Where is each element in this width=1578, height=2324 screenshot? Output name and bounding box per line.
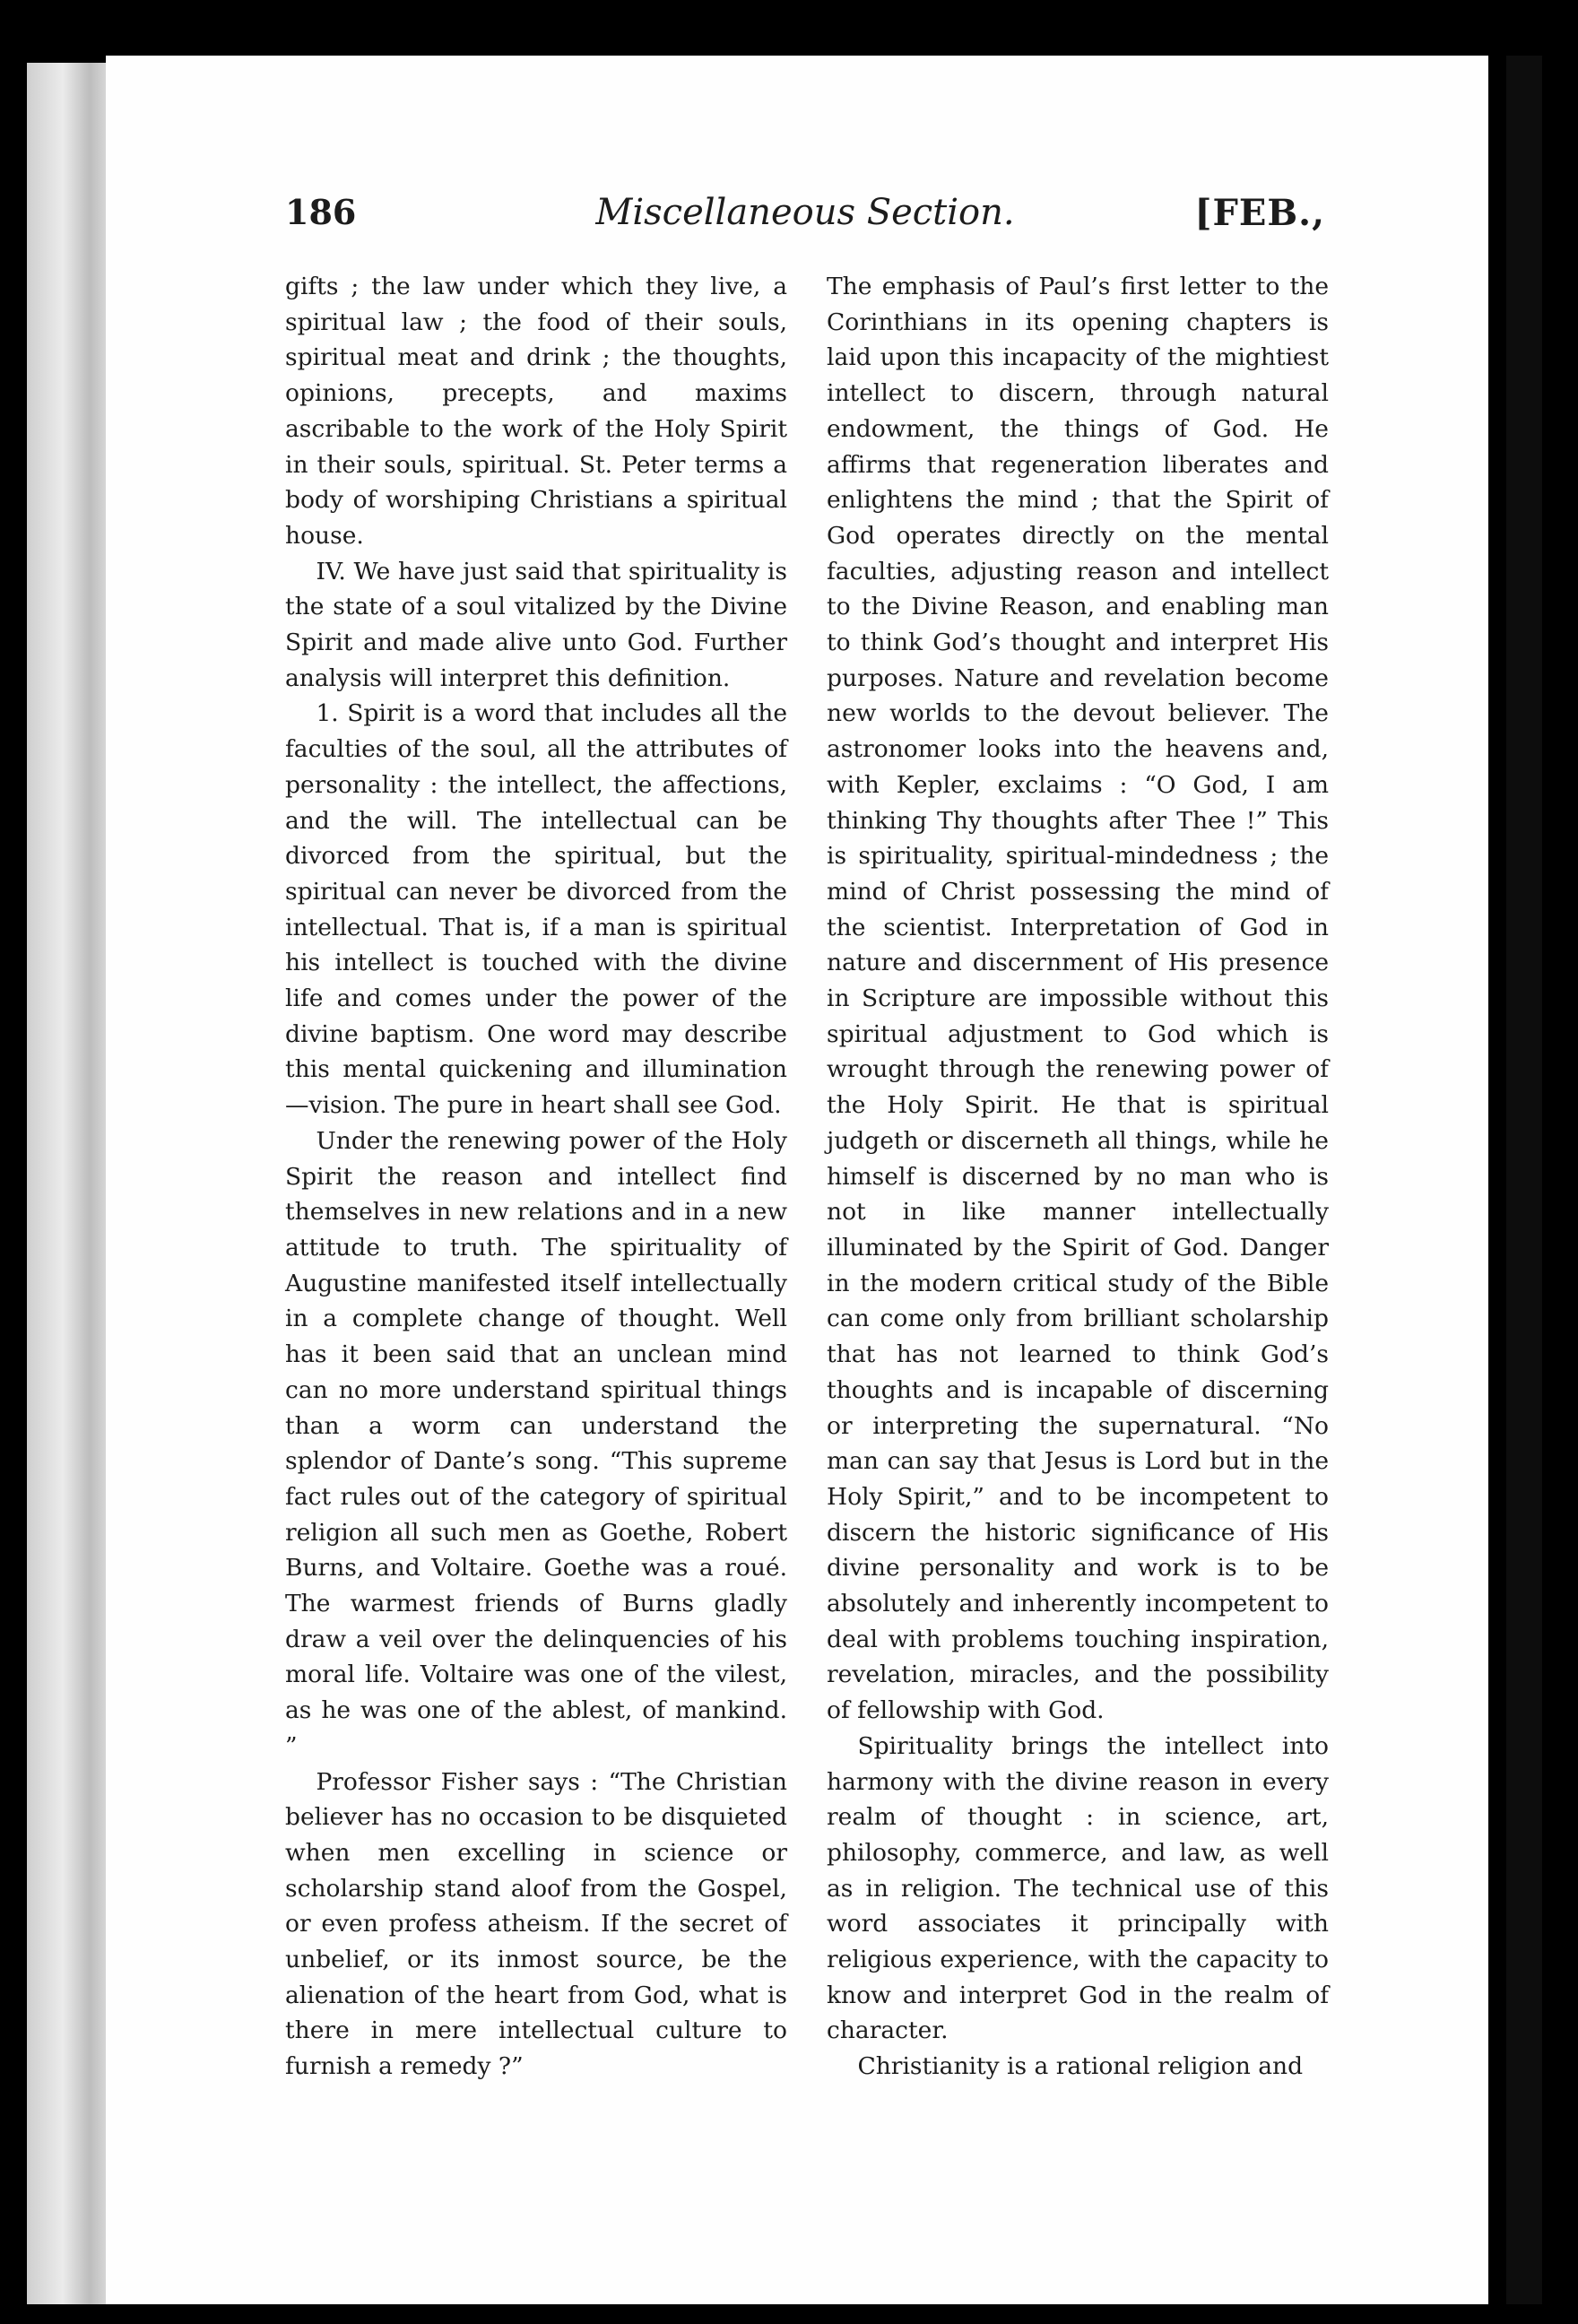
paragraph: Professor Fisher says : “The Christian believer has no occasion to be disquieted when men excelling in science or scholarship stand aloof from the Gospel, or even profess atheism. If the secret of unbelief, or its inmost source, be the alienation of the heart from God, what is there in mere intellectual culture to furnish a remedy ?” — [285, 1767, 787, 2081]
left-text-column — [285, 269, 787, 2085]
book-spine-edge — [27, 63, 117, 2304]
running-title: Miscellaneous Section. — [595, 192, 1015, 233]
paragraph: Christianity is a rational religion and — [857, 2052, 1304, 2081]
paragraph: IV. We have just said that spirituality is the state of a soul vitalized by the Divine Spirit and made alive unto God. Further analysis will interpret this definition. — [285, 557, 787, 692]
running-header — [285, 192, 1325, 242]
right-text-column — [827, 269, 1329, 2085]
paragraph: 1. Spirit is a word that includes all the faculties of the soul, all the attributes of personality : the intellect, the affections, and the will. The intellectual can be divorced from the spiritual, but the spiritual can never be divorced from the intellectual. That is, if a man is spiritual his intellect is touched with the divine life and comes under the power of the divine baptism. One word may describe this mental quickening and illumination—vision. The pure in heart shall see God. — [285, 699, 787, 1120]
page-number: 186 — [285, 192, 357, 232]
paragraph: Under the renewing power of the Holy Spirit the reason and intellect find themselves in new relations and in a new attitude to truth. The spirituality of Augustine manifested itself intellectually in a complete change of thought. Well has it been said that an unclean mind can no more understand spiritual things than a worm can understand the splendor of Dante’s song. “This supreme fact rules out of the category of spiritual religion all such men as Goethe, Robert Burns, and Voltaire. Goethe was a roué. The warmest friends of Burns gladly draw a veil over the delinquencies of his moral life. Voltaire was one of the vilest, as he was one of the ablest, of mankind. ” — [285, 1126, 787, 1760]
paragraph: gifts ; the law under which they live, a spiritual law ; the food of their souls, spiritual meat and drink ; the thoughts, opinions, precepts, and maxims ascribable to the work of the Holy Spirit in their souls, spiritual. St. Peter terms a body of worshiping Christians a spiritual house. — [285, 273, 787, 550]
facing-page-edge — [1488, 56, 1578, 2304]
paragraph: Spirituality brings the intellect into harmony with the divine reason in every realm of thought : in science, art, philosophy, commerce, and law, as well as in religion. The technical use of this word associates it principally with religious experience, with the capacity to know and interpret God in the realm of character. — [827, 1731, 1329, 2045]
paragraph: The emphasis of Paul’s first letter to the Corinthians in its opening chapters is laid upon this incapacity of the mightiest intellect to discern, through natural endowment, the things of God. He affirms that regeneration liberates and enlightens the mind ; that the Spirit of God operates directly on the mental faculties, adjusting reason and intellect to the Divine Reason, and enabling man to think God’s thought and interpret His purposes. Nature and revelation become new worlds to the devout believer. The astronomer looks into the heavens and, with Kepler, exclaims : “O God, I am thinking Thy thoughts after Thee !” This is spirituality, spiritual-mindedness ; the mind of Christ possessing the mind of the scientist. Interpretation of God in nature and discernment of His presence in Scripture are impossible without this spiritual adjustment to God which is wrought through the renewing power of the Holy Spirit. He that is spiritual judgeth or discerneth all things, while he himself is discerned by no man who is not in like manner intellectually illuminated by the Spirit of God. Danger in the modern critical study of the Bible can come only from brilliant scholarship that has not learned to think God’s thoughts and is incapable of discerning or interpreting the supernatural. “No man can say that Jesus is Lord but in the Holy Spirit,” and to be incompetent to discern the historic significance of His divine personality and work is to be absolutely and inherently incompetent to deal with problems touching inspiration, revelation, miracles, and the possibility of fellowship with God. — [827, 273, 1329, 1725]
issue-month: [FEB., — [1194, 192, 1325, 234]
